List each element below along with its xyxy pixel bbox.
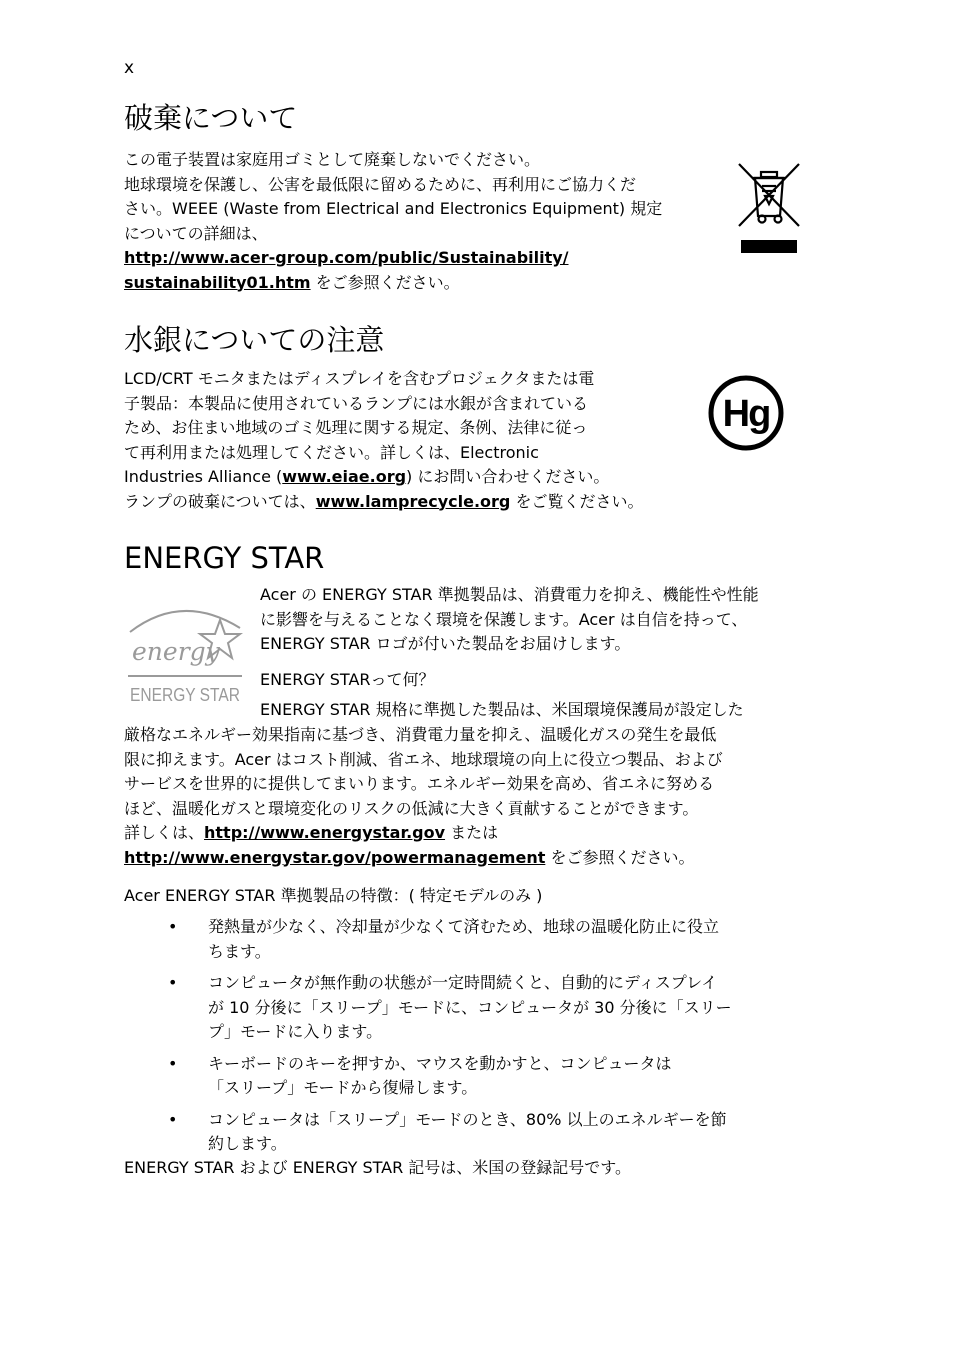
trademark-note bbox=[124, 1156, 631, 1181]
answer-line: 限に抑えます。Acer はコスト削減、省エネ、地球環境の向上に役立つ製品、および bbox=[124, 749, 723, 769]
energy-star-logo-script: energy bbox=[132, 637, 220, 666]
lamprecycle-link[interactable]: www.lamprecycle.org bbox=[315, 491, 511, 511]
features-title bbox=[124, 884, 542, 909]
feature-line: キーボードのキーを押すか、マウスを動かすと、コンピュータは bbox=[208, 1053, 672, 1073]
energystar-link[interactable]: http://www.energystar.gov bbox=[204, 823, 446, 842]
disposal-line: についての詳細は、 bbox=[124, 223, 268, 243]
energy-star-answer-first bbox=[260, 698, 744, 723]
bullet-icon: • bbox=[168, 1109, 178, 1129]
feature-item bbox=[124, 1108, 824, 1157]
eiae-link[interactable]: www.eiae.org bbox=[282, 467, 407, 486]
page-number: x bbox=[124, 58, 135, 78]
disposal-text bbox=[124, 148, 724, 295]
mercury-line: 子製品：本製品に使用されているランプには水銀が含まれている bbox=[124, 393, 589, 413]
mercury-line: ため、お住まい地域のゴミ処理に関する規定、条例、法律に従っ bbox=[124, 418, 588, 437]
feature-line: プ」モードに入ります。 bbox=[208, 1022, 383, 1041]
intro-line: Acer の ENERGY STAR 準拠製品は、消費電力を抑え、機能性や性能 bbox=[260, 585, 759, 604]
disposal-line: この電子装置は家庭用ゴミとして廃棄しないでください。 bbox=[124, 150, 541, 169]
energystar-powermanagement-link[interactable]: http://www.energystar.gov/powermanagement bbox=[124, 847, 546, 867]
energy-star-logo-caption: ENERGY STAR bbox=[130, 685, 240, 705]
mercury-line5-pre: Industries Alliance ( bbox=[124, 467, 283, 486]
mercury-line5-post: ) にお問い合わせください。 bbox=[406, 467, 610, 486]
feature-line: コンピュータは「スリープ」モードのとき、80% 以上のエネルギーを節 bbox=[208, 1109, 727, 1129]
intro-line: ENERGY STAR ロゴが付いた製品をお届けします。 bbox=[260, 634, 631, 653]
feature-item bbox=[124, 915, 824, 964]
question-text: ENERGY STARって何？ bbox=[260, 670, 435, 689]
answer-line: 厳格なエネルギー効果指南に基づき、消費電力量を抑え、温暖化ガスの発生を最低 bbox=[124, 725, 717, 744]
energy-star-logo bbox=[124, 598, 246, 708]
details-mid: または bbox=[445, 823, 499, 842]
crossed-out-wheelie-bin-icon bbox=[735, 160, 803, 256]
disposal-tail: をご参照ください。 bbox=[310, 272, 460, 292]
mercury-line6-pre: ランプの破棄については、 bbox=[124, 491, 316, 511]
feature-item bbox=[124, 971, 824, 1045]
energy-star-intro bbox=[260, 583, 820, 657]
features-title-text: Acer ENERGY STAR 準拠製品の特徴：( 特定モデルのみ ) bbox=[124, 886, 543, 905]
feature-line: コンピュータが無作動の状態が一定時間続くと、自動的にディスプレイ bbox=[208, 973, 718, 992]
answer-first-line: ENERGY STAR 規格に準拠した製品は、米国環境保護局が設定した bbox=[260, 700, 744, 719]
disposal-heading: 破棄について bbox=[124, 101, 298, 135]
trademark-text: ENERGY STAR および ENERGY STAR 記号は、米国の登録記号です。 bbox=[124, 1158, 632, 1177]
mercury-heading: 水銀についての注意 bbox=[124, 323, 385, 357]
disposal-line: 地球環境を保護し、公害を最低限に留めるために、再利用にご協力くだ bbox=[124, 174, 637, 194]
mercury-hg-icon bbox=[707, 374, 785, 452]
intro-line: に影響を与えることなく環境を保護します。Acer は自信を持って、 bbox=[260, 609, 748, 629]
mercury-text bbox=[124, 367, 704, 514]
bullet-icon: • bbox=[168, 1053, 178, 1073]
mercury-line: LCD/CRT モニタまたはディスプレイを含むプロジェクタまたは電 bbox=[124, 369, 595, 388]
energy-star-question bbox=[260, 668, 435, 693]
feature-line: ちます。 bbox=[208, 941, 271, 961]
answer-line: ほど、温暖化ガスと環境変化のリスクの低減に大きく貢献することができます。 bbox=[124, 798, 699, 818]
feature-line: 発熱量が少なく、冷却量が少なくて済むため、地球の温暖化防止に役立 bbox=[208, 917, 720, 936]
bullet-icon: • bbox=[168, 917, 178, 936]
energy-star-heading: ENERGY STAR bbox=[124, 541, 325, 575]
answer-line: サービスを世界的に提供してまいります。エネルギー効果を高め、省エネに努める bbox=[124, 774, 715, 793]
details-pre: 詳しくは、 bbox=[124, 823, 205, 842]
feature-item bbox=[124, 1052, 824, 1101]
disposal-line: さい。WEEE (Waste from Electrical and Electronics Equipment) 規定 bbox=[124, 199, 663, 218]
details-post: をご参照ください。 bbox=[545, 847, 695, 867]
feature-line: 「スリープ」モードから復帰します。 bbox=[208, 1078, 478, 1097]
acer-sustainability-link[interactable]: http://www.acer-group.com/public/Sustainability/ bbox=[124, 248, 569, 267]
bullet-icon: • bbox=[168, 973, 178, 992]
mercury-line: て再利用または処理してください。詳しくは、Electronic bbox=[124, 442, 539, 462]
features-list bbox=[124, 915, 824, 1164]
mercury-hg-text: Hg bbox=[722, 393, 770, 435]
feature-line: が 10 分後に「スリープ」モードに、コンピュータが 30 分後に「スリー bbox=[208, 997, 732, 1017]
feature-line: 約します。 bbox=[208, 1134, 287, 1153]
energy-star-answer bbox=[124, 723, 824, 870]
acer-sustainability-link-cont[interactable]: sustainability01.htm bbox=[124, 272, 311, 292]
mercury-line6-post: をご覧ください。 bbox=[510, 491, 644, 511]
